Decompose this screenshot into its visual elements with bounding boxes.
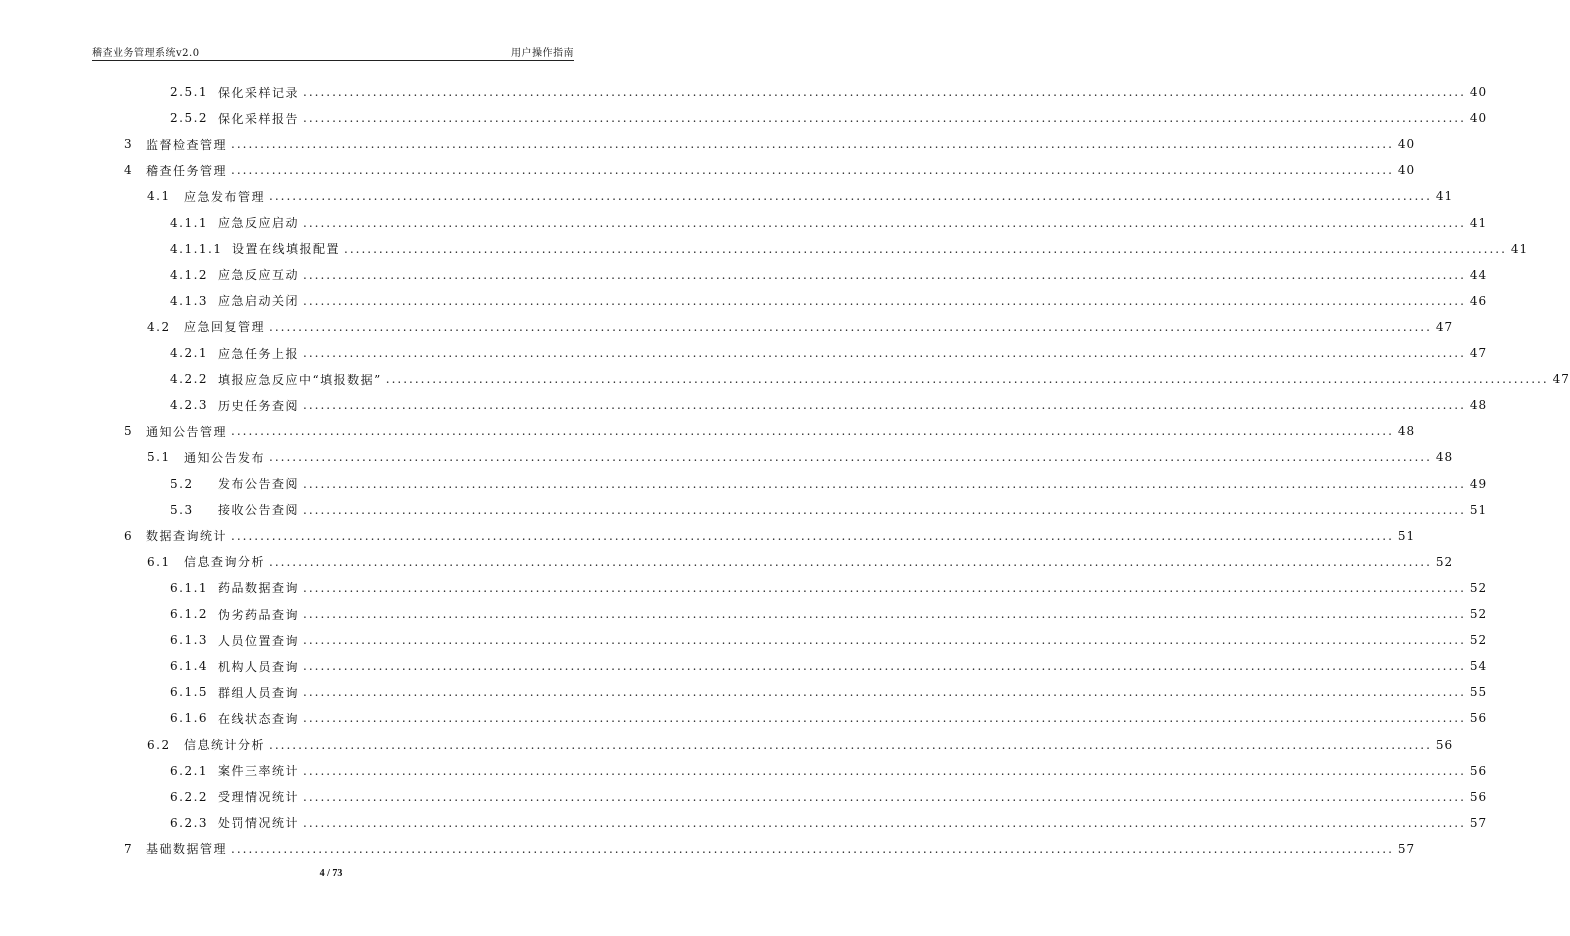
toc-entry-number: 4.2.1 bbox=[170, 346, 209, 360]
toc-entry-title: 设置在线填报配置 bbox=[232, 242, 341, 257]
toc-entry[interactable] bbox=[170, 471, 1488, 497]
toc-entry-page: 55 bbox=[1469, 685, 1488, 700]
toc-entry-number: 7 bbox=[124, 841, 134, 856]
toc-entry-title: 填报应急反应中“填报数据” bbox=[218, 372, 382, 387]
toc-entry-title: 处罚情况统计 bbox=[218, 816, 300, 831]
toc-entry[interactable] bbox=[170, 810, 1488, 836]
toc-entry-number: 4.1.1.1 bbox=[170, 241, 223, 256]
toc-entry-page: 40 bbox=[1397, 137, 1416, 152]
toc-entry[interactable] bbox=[170, 653, 1488, 679]
toc-entry-page: 54 bbox=[1469, 659, 1488, 674]
toc-entry-number: 5.1 bbox=[147, 450, 171, 465]
document-section: 用户操作指南 bbox=[511, 48, 574, 59]
toc-entry-number: 4 bbox=[124, 163, 134, 178]
toc-entry-number: 2.5.1 bbox=[170, 85, 209, 99]
toc-entry[interactable] bbox=[124, 131, 1416, 157]
toc-entry[interactable] bbox=[170, 705, 1488, 731]
toc-leader-dots: ........................................................................................................................................................................................................ bbox=[303, 607, 1466, 621]
toc-entry-title: 在线状态查询 bbox=[218, 711, 300, 726]
toc-entry-page: 40 bbox=[1397, 163, 1416, 178]
toc-entry-title: 应急反应启动 bbox=[218, 216, 300, 230]
toc-entry-page: 57 bbox=[1397, 841, 1416, 856]
toc-entry[interactable] bbox=[170, 79, 1488, 105]
toc-entry[interactable] bbox=[170, 679, 1488, 705]
toc-entry-number: 5.2 bbox=[170, 476, 194, 491]
toc-entry-title: 应急反应互动 bbox=[218, 268, 300, 283]
toc-entry-number: 4.2 bbox=[147, 319, 171, 334]
toc-entry-title: 信息查询分析 bbox=[184, 555, 266, 570]
toc-entry-title: 群组人员查询 bbox=[218, 685, 300, 700]
toc-entry-page: 56 bbox=[1435, 737, 1454, 752]
toc-entry[interactable] bbox=[147, 314, 1454, 340]
toc-leader-dots: ........................................................................................................................................................................................................ bbox=[303, 215, 1466, 230]
toc-entry-number: 4.2.2 bbox=[170, 372, 209, 387]
toc-entry-title: 保化采样报告 bbox=[218, 111, 300, 126]
toc-entry-number: 4.1.1 bbox=[170, 215, 209, 230]
toc-entry-page: 47 bbox=[1469, 346, 1488, 360]
toc-leader-dots: ........................................................................................................................................................................................................ bbox=[303, 502, 1466, 517]
toc-entry-title: 人员位置查询 bbox=[218, 633, 300, 648]
toc-entry-page: 56 bbox=[1469, 711, 1488, 726]
toc-leader-dots: ........................................................................................................................................................................................................ bbox=[269, 554, 1432, 569]
toc-leader-dots: ........................................................................................................................................................................................................ bbox=[385, 372, 1549, 387]
toc-leader-dots: ........................................................................................................................................................................................................ bbox=[344, 241, 1507, 256]
toc-entry-page: 41 bbox=[1510, 241, 1529, 256]
toc-entry[interactable] bbox=[170, 601, 1488, 627]
toc-entry-number: 6.1.4 bbox=[170, 659, 209, 674]
toc-leader-dots: ........................................................................................................................................................................................................ bbox=[303, 398, 1466, 413]
toc-leader-dots: ........................................................................................................................................................................................................ bbox=[303, 815, 1466, 830]
toc-entry[interactable] bbox=[170, 784, 1488, 810]
toc-entry[interactable] bbox=[170, 392, 1488, 418]
toc-entry-title: 案件三率统计 bbox=[218, 764, 300, 779]
toc-entry-page: 48 bbox=[1397, 424, 1416, 439]
toc-entry-page: 52 bbox=[1435, 554, 1454, 569]
toc-leader-dots: ........................................................................................................................................................................................................ bbox=[269, 737, 1432, 752]
toc-entry-page: 57 bbox=[1469, 815, 1488, 830]
toc-entry[interactable] bbox=[147, 183, 1454, 209]
toc-entry-number: 4.2.3 bbox=[170, 398, 209, 413]
toc-entry-page: 56 bbox=[1469, 763, 1488, 778]
toc-entry-number: 2.5.2 bbox=[170, 111, 209, 126]
toc-entry-page: 52 bbox=[1469, 607, 1488, 621]
toc-leader-dots: ........................................................................................................................................................................................................ bbox=[231, 163, 1394, 178]
toc-entry[interactable] bbox=[170, 105, 1488, 131]
toc-leader-dots: ........................................................................................................................................................................................................ bbox=[303, 685, 1466, 700]
toc-leader-dots: ........................................................................................................................................................................................................ bbox=[231, 424, 1394, 439]
toc-entry-title: 保化采样记录 bbox=[218, 85, 300, 100]
toc-entry-page: 52 bbox=[1469, 580, 1488, 595]
toc-entry-number: 6.2.2 bbox=[170, 789, 209, 804]
toc-entry-title: 应急回复管理 bbox=[184, 320, 266, 335]
toc-entry-page: 51 bbox=[1397, 528, 1416, 543]
toc-leader-dots: ........................................................................................................................................................................................................ bbox=[303, 293, 1466, 308]
toc-entry-page: 46 bbox=[1469, 293, 1488, 308]
toc-entry-title: 通知公告发布 bbox=[184, 450, 266, 465]
page-header bbox=[92, 38, 574, 61]
document-title: 稽查业务管理系统v2.0 bbox=[92, 48, 200, 59]
toc-entry-title: 通知公告管理 bbox=[146, 424, 228, 439]
toc-leader-dots: ........................................................................................................................................................................................................ bbox=[231, 841, 1394, 856]
toc-entry[interactable] bbox=[124, 157, 1416, 183]
toc-leader-dots: ........................................................................................................................................................................................................ bbox=[269, 189, 1432, 204]
toc-entry-title: 数据查询统计 bbox=[146, 529, 228, 544]
toc-entry-number: 6.1.3 bbox=[170, 633, 209, 648]
toc-entry-title: 药品数据查询 bbox=[218, 581, 300, 596]
toc-entry-title: 应急任务上报 bbox=[218, 346, 300, 361]
toc-entry-page: 47 bbox=[1552, 372, 1570, 387]
toc-leader-dots: ........................................................................................................................................................................................................ bbox=[303, 633, 1466, 648]
toc-entry-title: 稽查任务管理 bbox=[146, 163, 228, 178]
toc-leader-dots: ........................................................................................................................................................................................................ bbox=[303, 711, 1466, 726]
toc-entry[interactable] bbox=[124, 836, 1416, 862]
toc-entry-page: 56 bbox=[1469, 789, 1488, 804]
toc-leader-dots: ........................................................................................................................................................................................................ bbox=[303, 346, 1466, 360]
toc-entry-page: 41 bbox=[1435, 189, 1454, 204]
toc-entry[interactable] bbox=[170, 340, 1488, 366]
toc-entry-number: 6.1.2 bbox=[170, 607, 209, 621]
toc-entry-number: 6.1.1 bbox=[170, 580, 209, 595]
toc-leader-dots: ........................................................................................................................................................................................................ bbox=[303, 111, 1466, 126]
toc-entry[interactable] bbox=[170, 758, 1488, 784]
toc-entry[interactable] bbox=[170, 575, 1488, 601]
toc-entry-page: 40 bbox=[1469, 111, 1488, 126]
toc-entry-title: 信息统计分析 bbox=[184, 738, 266, 752]
toc-entry-number: 5.3 bbox=[170, 502, 194, 517]
toc-entry[interactable] bbox=[170, 236, 1529, 262]
toc-entry-page: 47 bbox=[1435, 319, 1454, 334]
toc-entry-title: 受理情况统计 bbox=[218, 790, 300, 805]
toc-entry-number: 6.2.1 bbox=[170, 763, 209, 778]
toc-entry[interactable] bbox=[124, 418, 1416, 444]
toc-entry[interactable] bbox=[170, 497, 1488, 523]
toc-leader-dots: ........................................................................................................................................................................................................ bbox=[269, 319, 1432, 334]
toc-entry-number: 6.2.3 bbox=[170, 815, 209, 830]
toc-entry-title: 应急发布管理 bbox=[184, 189, 266, 204]
toc-entry[interactable] bbox=[170, 262, 1488, 288]
toc-entry[interactable] bbox=[170, 366, 1570, 392]
toc-entry-number: 6 bbox=[124, 528, 134, 543]
toc-entry-number: 4.1 bbox=[147, 189, 171, 204]
toc-entry[interactable] bbox=[147, 732, 1454, 758]
toc-entry-number: 6.1.5 bbox=[170, 685, 209, 700]
toc-entry-page: 44 bbox=[1469, 267, 1488, 282]
toc-leader-dots: ........................................................................................................................................................................................................ bbox=[303, 789, 1466, 804]
page-number: 4 / 73 bbox=[319, 868, 343, 879]
toc-entry-number: 6.2 bbox=[147, 737, 171, 752]
toc-entry[interactable] bbox=[124, 523, 1416, 549]
toc-entry-page: 41 bbox=[1469, 215, 1488, 230]
toc-entry[interactable] bbox=[170, 627, 1488, 653]
toc-entry[interactable] bbox=[147, 444, 1454, 470]
toc-entry-page: 48 bbox=[1469, 398, 1488, 413]
toc-leader-dots: ........................................................................................................................................................................................................ bbox=[269, 450, 1432, 465]
toc-leader-dots: ........................................................................................................................................................................................................ bbox=[303, 659, 1466, 674]
toc-entry-title: 发布公告查阅 bbox=[218, 477, 300, 491]
toc-entry[interactable] bbox=[147, 549, 1454, 575]
toc-entry-number: 6.1 bbox=[147, 554, 171, 569]
toc-leader-dots: ........................................................................................................................................................................................................ bbox=[231, 528, 1394, 543]
toc-entry-number: 4.1.3 bbox=[170, 293, 209, 308]
toc-leader-dots: ........................................................................................................................................................................................................ bbox=[303, 763, 1466, 778]
toc-entry-title: 应急启动关闭 bbox=[218, 294, 300, 309]
toc-leader-dots: ........................................................................................................................................................................................................ bbox=[231, 137, 1394, 152]
toc-leader-dots: ........................................................................................................................................................................................................ bbox=[303, 267, 1466, 282]
toc-entry-page: 40 bbox=[1469, 85, 1488, 99]
toc-entry-page: 52 bbox=[1469, 633, 1488, 648]
toc-entry-number: 5 bbox=[124, 424, 134, 439]
toc-entry-number: 3 bbox=[124, 137, 134, 152]
toc-entry-number: 4.1.2 bbox=[170, 267, 209, 282]
toc-entry-title: 接收公告查阅 bbox=[218, 503, 300, 518]
toc-entry[interactable] bbox=[170, 288, 1488, 314]
toc-entry-title: 机构人员查询 bbox=[218, 659, 300, 674]
toc-entry-title: 伪劣药品查询 bbox=[218, 607, 300, 622]
toc-entry-page: 49 bbox=[1469, 476, 1488, 491]
toc-entry-page: 51 bbox=[1469, 502, 1488, 517]
toc-leader-dots: ........................................................................................................................................................................................................ bbox=[303, 476, 1466, 491]
toc-entry-number: 6.1.6 bbox=[170, 711, 209, 726]
toc-leader-dots: ........................................................................................................................................................................................................ bbox=[303, 580, 1466, 595]
toc-entry-page: 48 bbox=[1435, 450, 1454, 465]
toc-leader-dots: ........................................................................................................................................................................................................ bbox=[303, 85, 1466, 99]
toc-entry[interactable] bbox=[170, 210, 1488, 236]
toc-entry-title: 历史任务查阅 bbox=[218, 398, 300, 413]
toc-entry-title: 监督检查管理 bbox=[146, 137, 228, 152]
toc-entry-title: 基础数据管理 bbox=[146, 842, 228, 857]
